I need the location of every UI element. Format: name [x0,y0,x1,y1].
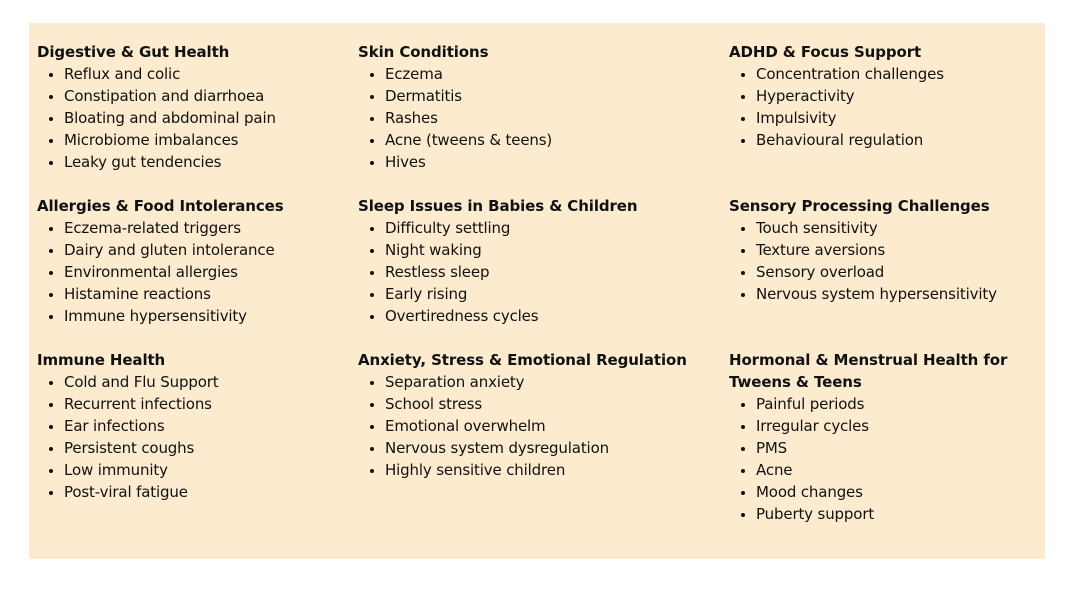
list-item: Microbiome imbalances [64,129,299,151]
section-hormonal-menstrual-health [729,349,1029,525]
list-item: Behavioural regulation [756,129,1029,151]
list-item: Nervous system hypersensitivity [756,283,1029,305]
list-item: Reflux and colic [64,63,299,85]
list-item: Low immunity [64,459,299,481]
list-item: Hives [385,151,708,173]
list-item: Histamine reactions [64,283,299,305]
section-allergies-food-intolerances [37,195,299,327]
section-digestive-gut-health [37,41,299,173]
list-item: Dairy and gluten intolerance [64,239,299,261]
section-skin-conditions [358,41,708,173]
condition-list [358,63,708,173]
list-item: Acne [756,459,1029,481]
column-1 [37,41,299,525]
list-item: Separation anxiety [385,371,708,393]
section-heading: Skin Conditions [358,43,489,61]
list-item: Dermatitis [385,85,708,107]
list-item: PMS [756,437,1029,459]
list-item: Mood changes [756,481,1029,503]
section-heading: Digestive & Gut Health [37,43,230,61]
list-item: Nervous system dysregulation [385,437,708,459]
list-item: Bloating and abdominal pain [64,107,299,129]
list-item: Impulsivity [756,107,1029,129]
list-item: School stress [385,393,708,415]
section-heading: Hormonal & Menstrual Health for Tweens & Teens [729,351,1008,391]
list-item: Recurrent infections [64,393,299,415]
list-item: Early rising [385,283,708,305]
list-item: Puberty support [756,503,1029,525]
condition-list [37,371,299,503]
section-heading: Anxiety, Stress & Emotional Regulation [358,351,687,369]
list-item: Leaky gut tendencies [64,151,299,173]
section-heading: Immune Health [37,351,166,369]
condition-list [729,217,1029,305]
list-item: Painful periods [756,393,1029,415]
column-3 [729,41,1029,547]
condition-list [37,63,299,173]
list-item: Texture aversions [756,239,1029,261]
list-item: Environmental allergies [64,261,299,283]
list-item: Sensory overload [756,261,1029,283]
list-item: Eczema [385,63,708,85]
list-item: Overtiredness cycles [385,305,708,327]
condition-list [729,393,1029,525]
section-heading: Sensory Processing Challenges [729,197,990,215]
list-item: Difficulty settling [385,217,708,239]
list-item: Post-viral fatigue [64,481,299,503]
list-item: Concentration challenges [756,63,1029,85]
condition-list [358,217,708,327]
list-item: Rashes [385,107,708,129]
list-item: Hyperactivity [756,85,1029,107]
condition-list [358,371,708,481]
list-item: Irregular cycles [756,415,1029,437]
condition-list [729,63,1029,151]
list-item: Highly sensitive children [385,459,708,481]
list-item: Immune hypersensitivity [64,305,299,327]
list-item: Cold and Flu Support [64,371,299,393]
list-item: Persistent coughs [64,437,299,459]
section-sensory-processing [729,195,1029,305]
conditions-panel [29,23,1045,559]
list-item: Constipation and diarrhoea [64,85,299,107]
section-anxiety-stress-emotional-regulation [358,349,708,481]
list-item: Night waking [385,239,708,261]
section-adhd-focus-support [729,41,1029,151]
section-heading: Sleep Issues in Babies & Children [358,197,638,215]
list-item: Eczema-related triggers [64,217,299,239]
column-2 [358,41,708,503]
condition-list [37,217,299,327]
section-immune-health [37,349,299,503]
section-heading: Allergies & Food Intolerances [37,197,284,215]
list-item: Restless sleep [385,261,708,283]
list-item: Acne (tweens & teens) [385,129,708,151]
list-item: Emotional overwhelm [385,415,708,437]
list-item: Touch sensitivity [756,217,1029,239]
list-item: Ear infections [64,415,299,437]
section-sleep-issues [358,195,708,327]
section-heading: ADHD & Focus Support [729,43,922,61]
